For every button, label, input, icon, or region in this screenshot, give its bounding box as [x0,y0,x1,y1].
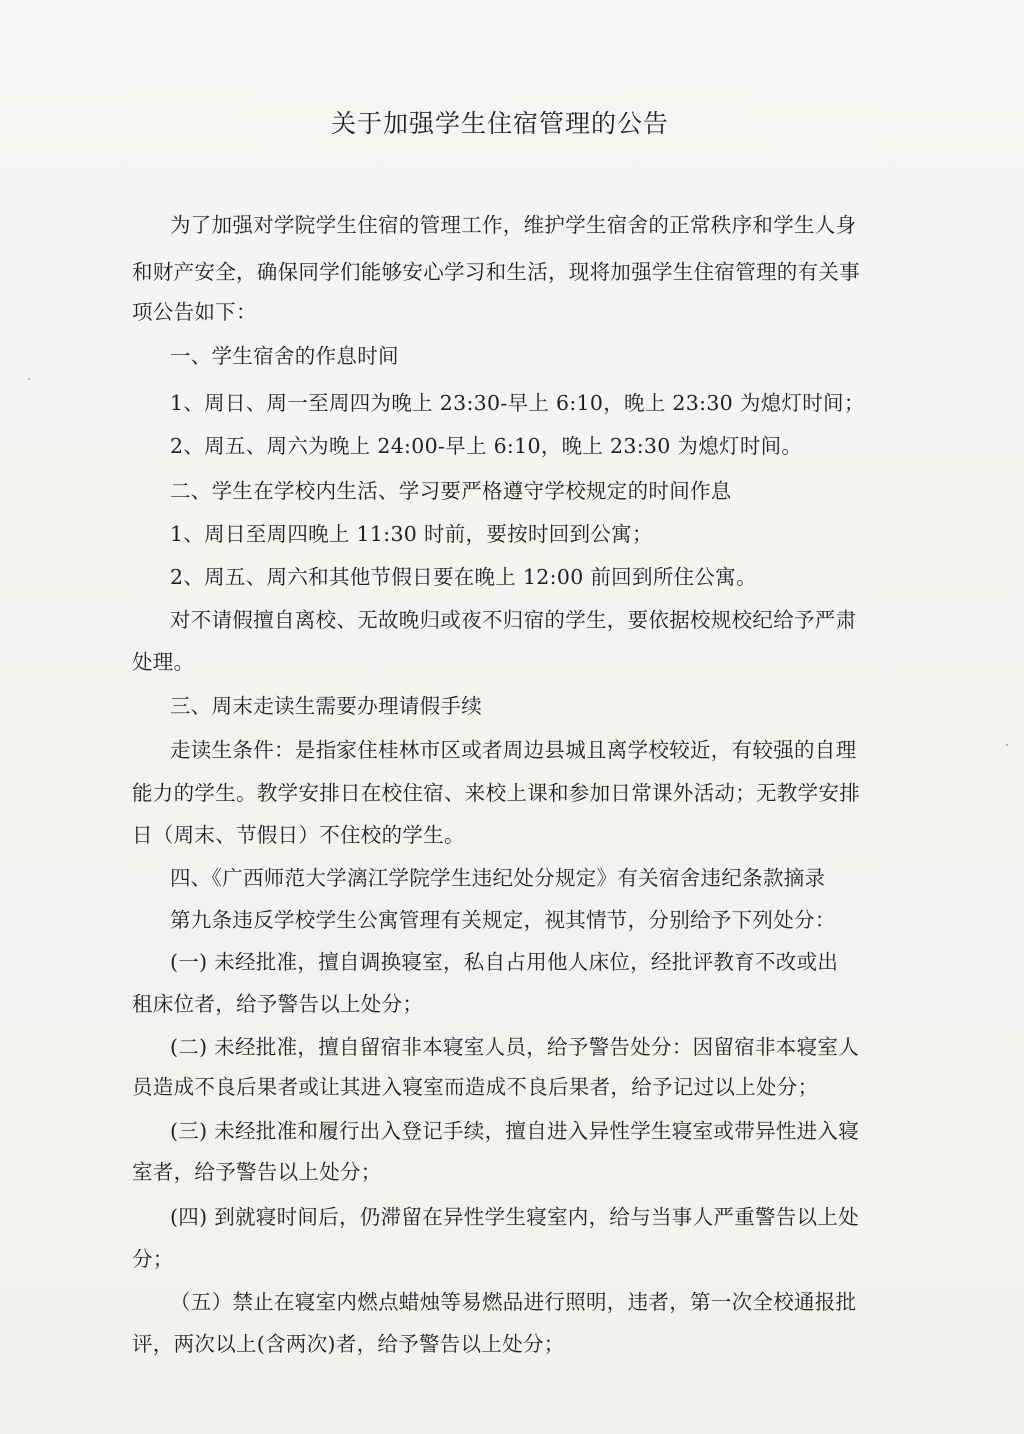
paragraph-line: （五）禁止在寝室内燃点蜡烛等易燃品进行照明，违者，第一次全校通报批 [170,1290,857,1314]
paragraph-line: 1、周日至周四晚上 11:30 时前，要按时回到公寓； [170,522,653,546]
paragraph-line: 项公告如下： [132,300,257,324]
paragraph-line: 2、周五、周六和其他节假日要在晚上 12:00 前回到所住公寓。 [170,565,757,589]
paragraph-line: 能力的学生。教学安排日在校住宿、来校上课和参加日常课外活动；无教学安排 [132,781,860,805]
paragraph-line: (二) 未经批准，擅自留宿非本寝室人员，给予警告处分：因留宿非本寝室人 [170,1035,860,1059]
scan-speck [1006,744,1008,746]
paragraph-line: (一) 未经批准，擅自调换寝室，私自占用他人床位，经批评教育不改或出 [170,950,839,974]
paragraph-line: 租床位者，给予警告以上处分； [132,992,424,1016]
paragraph-line: 第九条违反学校学生公寓管理有关规定，视其情节，分别给予下列处分： [170,908,836,932]
scan-speck [28,378,30,380]
paragraph-line: (四) 到就寝时间后，仍滞留在异性学生寝室内，给与当事人严重警告以上处 [170,1205,860,1229]
document-title: 关于加强学生住宿管理的公告 [330,109,669,138]
paragraph-line: 员造成不良后果者或让其进入寝室而造成不良后果者，给予记过以上处分； [132,1075,819,1099]
paragraph-line: 处理。 [132,650,195,674]
paragraph-line: 走读生条件：是指家住桂林市区或者周边县城且离学校较近，有较强的自理 [170,738,857,762]
paragraph-line: 对不请假擅自离校、无故晚归或夜不归宿的学生，要依据校规校纪给予严肃 [170,608,857,632]
paragraph-line: 2、周五、周六为晚上 24:00-早上 6:10，晚上 23:30 为熄灯时间。 [170,434,803,458]
section-heading-2: 二、学生在学校内生活、学习要严格遵守学校规定的时间作息 [170,479,732,503]
paragraph-line: 分； [132,1247,174,1271]
section-heading-4: 四、《广西师范大学漓江学院学生违纪处分规定》有关宿舍违纪条款摘录 [170,866,826,890]
paragraph-line: 1、周日、周一至周四为晚上 23:30-早上 6:10，晚上 23:30 为熄灯时间； [170,391,865,415]
paragraph-line: 日（周末、节假日）不住校的学生。 [132,823,465,847]
paragraph-line: 评，两次以上(含两次)者，给予警告以上处分； [132,1332,565,1356]
paragraph-line: 室者，给予警告以上处分； [132,1160,382,1184]
paragraph-line: 为了加强对学院学生住宿的管理工作，维护学生宿舍的正常秩序和学生人身 [170,213,857,237]
section-heading-3: 三、周末走读生需要办理请假手续 [170,694,482,718]
paragraph-line: 和财产安全，确保同学们能够安心学习和生活，现将加强学生住宿管理的有关事 [132,260,860,284]
paragraph-line: (三) 未经批准和履行出入登记手续，擅自进入异性学生寝室或带异性进入寝 [170,1119,860,1143]
section-heading-1: 一、学生宿舍的作息时间 [170,344,399,368]
